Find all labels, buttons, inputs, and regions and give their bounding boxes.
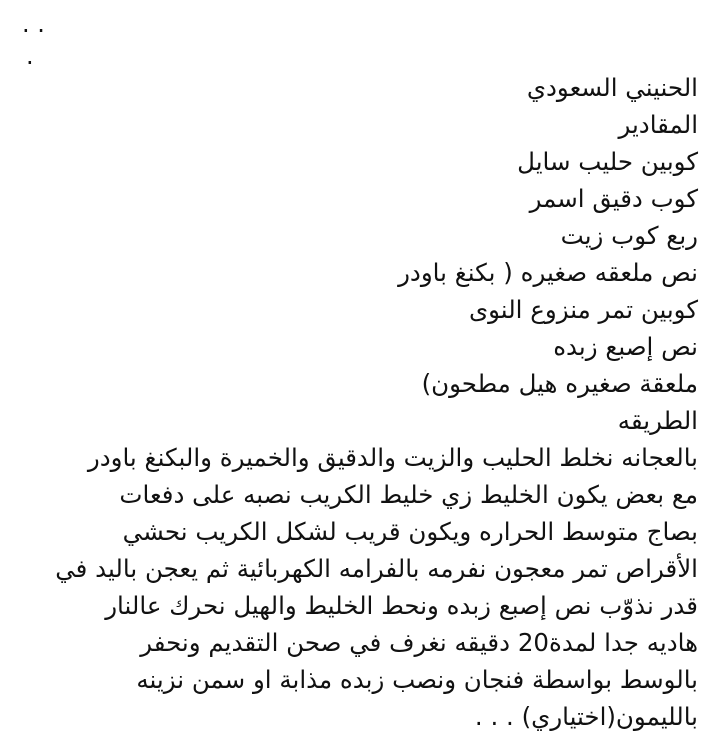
recipe-text [8,6,698,735]
leading-dots: . . [22,10,45,38]
ingredient-item: ملعقة صغيره هيل مطحون) [421,369,698,398]
method-heading: الطريقه [617,406,698,435]
ingredient-item: ربع كوب زيت [560,221,698,250]
method-line: بالوسط بواسطة فنجان ونصب زبده مذابة او سمن نزينه [136,665,698,694]
ingredient-item: كوب دقيق اسمر [529,184,698,213]
method-line: قدر نذوّب نص إصبع زبده ونحط الخليط والهيل نحرك عالنار [105,591,698,620]
ingredients-heading: المقادير [618,110,698,139]
method-line: هاديه جدا لمدة20 دقيقه نغرف في صحن التقديم ونحفر [140,628,698,657]
method-line: بالليمون(اختياري) . . . [474,702,698,731]
method-line: بصاج متوسط الحراره ويكون قريب لشكل الكريب نحشي [122,517,698,546]
method-line: الأقراص تمر معجون نفرمه بالفرامه الكهربائية ثم يعجن باليد في [55,554,698,583]
ingredient-item: كوبين تمر منزوع النوى [468,295,698,324]
method-line: بالعجانه نخلط الحليب والزيت والدقيق والخميرة والبكنغ باودر [87,443,698,472]
ingredient-item: نص إصبع زبده [553,332,698,361]
method-line: مع بعض يكون الخليط زي خليط الكريب نصبه على دفعات [119,480,698,509]
leading-dot: . [26,42,34,70]
ingredient-item: نص ملعقه صغيره ( بكنغ باودر [398,258,698,287]
ingredient-item: كوبين حليب سايل [517,147,698,176]
recipe-title: الحنيني السعودي [526,73,698,102]
